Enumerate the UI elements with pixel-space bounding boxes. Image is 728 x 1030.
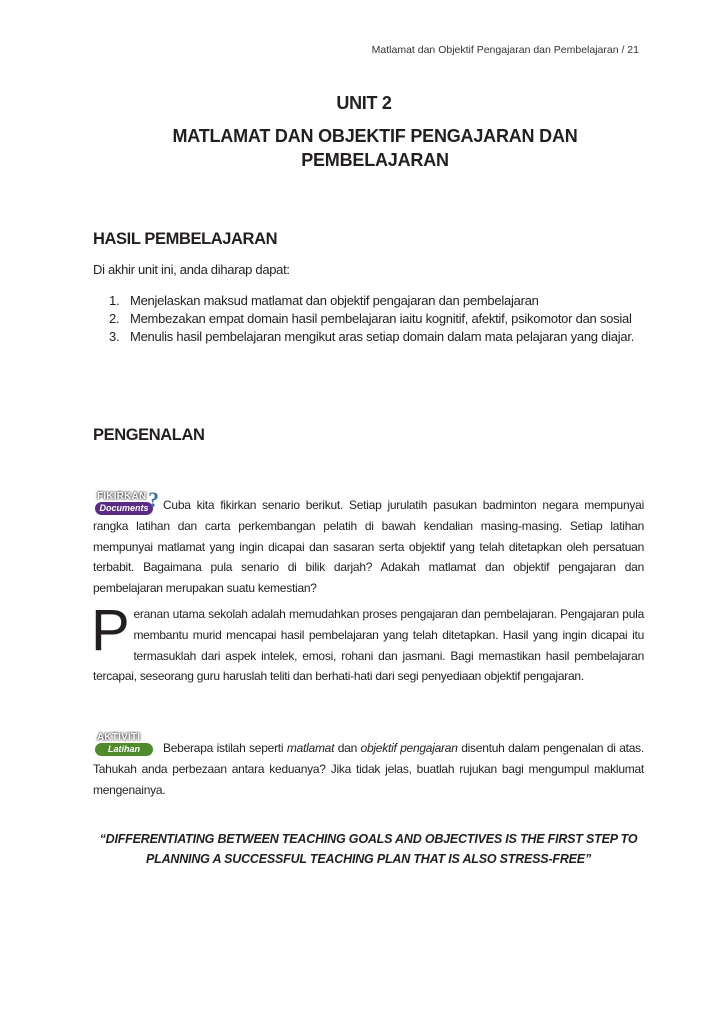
drop-cap: P	[91, 598, 130, 663]
activity-text-part: disentuh dalam pengenalan di atas. Tahukah anda perbezaan antara keduanya? Jika tidak jelas, buatlah rujukan bagi mengumpul maklumat mengenainya.	[93, 741, 644, 797]
activity-term-goal: matlamat	[286, 741, 335, 755]
running-header: Matlamat dan Objektif Pengajaran dan Pembelajaran / 21	[371, 44, 639, 56]
question-mark-icon: ?	[148, 487, 159, 512]
introduction-heading: PENGENALAN	[93, 426, 205, 444]
main-paragraph	[91, 598, 644, 687]
think-paragraph-text: Cuba kita fikirkan senario berikut. Setiap jurulatih pasukan badminton negara mempunyai rangka latihan dan carta perkembangan pelatih di bawah kendalian masing-masing. Setiap latihan mempunyai matlamat yang ingin dicapai dan sasaran serta objektif yang telah ditetapkan oleh persatuan terbabit. Bagaimana pula senario di bilik darjah? Adakah matlamat dan objektif pengajaran dan pembelajaran merupakan suatu kemestian?	[93, 498, 644, 596]
list-item	[106, 328, 644, 346]
activity-badge-sublabel: Latihan	[95, 743, 153, 756]
think-badge-sublabel: Documents	[95, 502, 153, 515]
learning-outcomes-list	[106, 292, 644, 346]
think-badge-label: FIKIRKAN	[97, 491, 147, 502]
main-paragraph-text: eranan utama sekolah adalah memudahkan proses pengajaran dan pembelajaran. Pengajaran pula membantu murid mencapai hasil pembelajaran yang telah ditetapkan. Hasil yang ingin dicapai itu termasuklah dari aspek intelek, emosi, rohani dan jasmani. Bagi memastikan hasil pembelajaran tercapai, seseorang guru haruslah teliti dan berhati-hati dari segi penyediaan objektif pengajaran.	[93, 607, 644, 684]
list-item-text: Menjelaskan maksud matlamat dan objektif pengajaran dan pembelajaran	[130, 293, 539, 308]
list-item-number: 2.	[109, 311, 120, 326]
activity-badge-label: AKTIVITI	[97, 732, 141, 743]
list-item-text: Menulis hasil pembelajaran mengikut aras setiap domain dalam mata pelajaran yang diajar.	[130, 329, 635, 344]
learning-outcomes-intro: Di akhir unit ini, anda diharap dapat:	[93, 262, 290, 277]
think-paragraph	[93, 495, 644, 599]
list-item	[106, 310, 644, 328]
activity-text-part: Beberapa istilah seperti	[163, 741, 287, 755]
list-item	[106, 292, 644, 310]
learning-outcomes-heading: HASIL PEMBELAJARAN	[93, 230, 278, 248]
closing-quote: “DIFFERENTIATING BETWEEN TEACHING GOALS AND OBJECTIVES IS THE FIRST STEP TO PLANNING A SUCCESSFUL TEACHING PLAN THAT IS ALSO STRESS-FREE”	[99, 832, 638, 866]
unit-title: UNIT 2	[336, 93, 392, 113]
chapter-title-line-1: MATLAMAT DAN OBJEKTIF PENGAJARAN DAN	[172, 126, 578, 146]
activity-text-part: dan	[334, 741, 361, 755]
list-item-number: 1.	[109, 293, 120, 308]
chapter-title	[130, 124, 620, 172]
list-item-text: Membezakan empat domain hasil pembelajaran iaitu kognitif, afektif, psikomotor dan sosial	[130, 311, 632, 326]
activity-paragraph	[93, 738, 644, 800]
activity-term-objective: objektif pengajaran	[360, 741, 458, 755]
list-item-number: 3.	[109, 329, 120, 344]
chapter-title-line-2: PEMBELAJARAN	[301, 150, 449, 170]
